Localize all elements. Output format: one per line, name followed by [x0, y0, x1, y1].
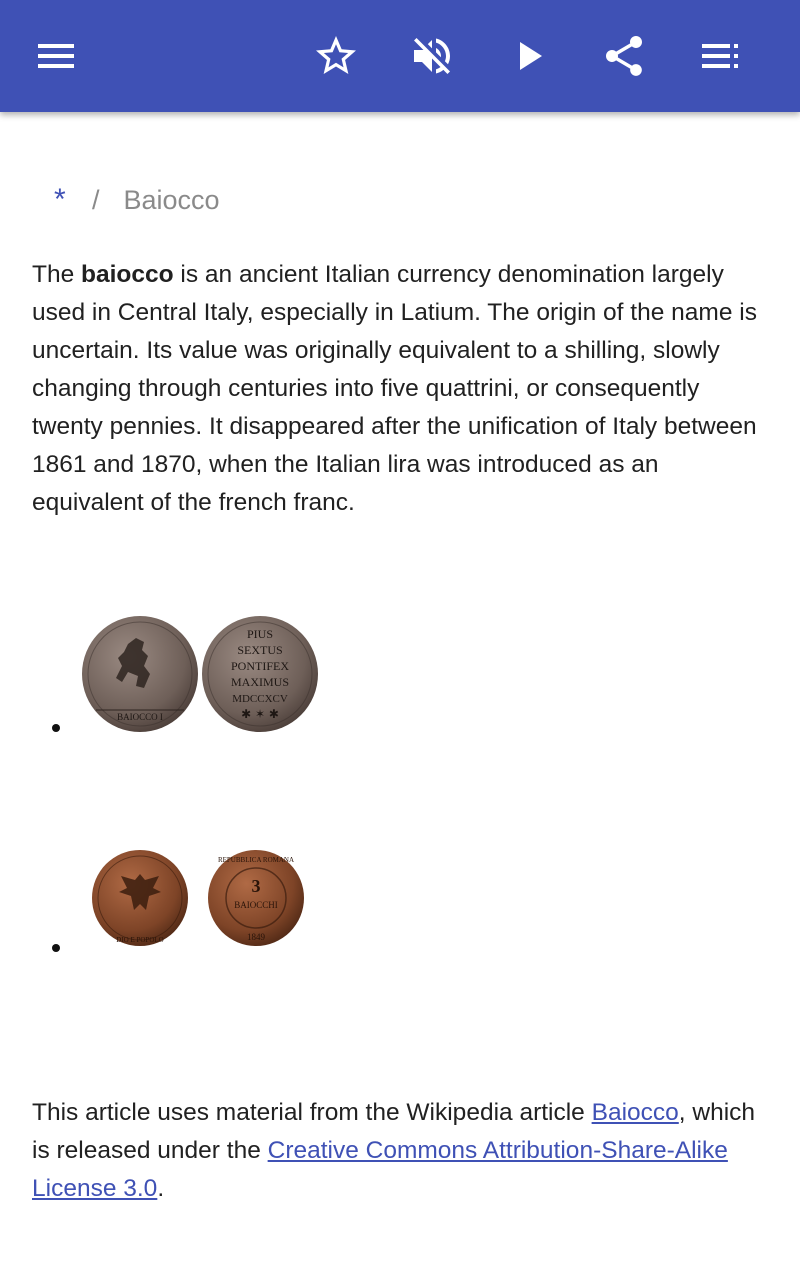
- menu-icon: [32, 32, 80, 80]
- star-outline-icon: [312, 32, 360, 80]
- volume-off-icon: [408, 32, 456, 80]
- list-bullet: [52, 944, 60, 952]
- attribution-middle: , which is released under the: [32, 1099, 756, 1164]
- article-text-after: is an ancient Italian currency denomination largely used in Central Italy, especially in Latium. The origin of the name is uncertain. Its value was originally equivalent to a shilling, slowly changing through centuries into five quattrini, or consequently twenty pennies. It disappeared after the unification of Italy between 1861 and 1870, when the Italian lira was introduced as an equivalent of the french franc.: [32, 261, 757, 516]
- coin-photo: [88, 848, 308, 948]
- coin-reverse-value: 3: [251, 876, 261, 896]
- coin-obverse-text: DIO E POPOLO: [116, 936, 164, 944]
- favorite-button[interactable]: [308, 28, 364, 84]
- list-bullet: [52, 724, 60, 732]
- license-link[interactable]: Creative Commons Attribution-Share-Alike License 3.0: [32, 1137, 728, 1202]
- coin-obverse-bottom-text: BAIOCCO I: [117, 712, 163, 722]
- share-button[interactable]: [596, 28, 652, 84]
- article-paragraph: [32, 256, 772, 522]
- svg-text:✱ ✶ ✱: ✱ ✶ ✱: [241, 707, 279, 721]
- coin-reverse-ring-text: REPUBBLICA ROMANA: [217, 856, 295, 864]
- coin-reverse-line-4: MAXIMUS: [230, 675, 290, 689]
- attribution-suffix: .: [157, 1175, 165, 1202]
- breadcrumb: [54, 180, 220, 220]
- coin-reverse-line-5: MDCCXCV: [232, 693, 288, 705]
- app-bar: [0, 0, 800, 112]
- article-text-before: The: [32, 261, 82, 288]
- coin-reverse-line-3: PONTIFEX: [230, 659, 290, 673]
- play-button[interactable]: [500, 28, 556, 84]
- share-icon: [600, 32, 648, 80]
- coin-reverse-unit: BAIOCCHI: [234, 900, 278, 910]
- breadcrumb-separator: /: [92, 184, 100, 215]
- play-icon: [504, 32, 552, 80]
- playlist-icon: [696, 32, 744, 80]
- menu-button[interactable]: [28, 28, 84, 84]
- coin-image-3-baiocchi-1849[interactable]: [88, 848, 308, 948]
- attribution-prefix: This article uses material from the Wikipedia article: [32, 1099, 592, 1126]
- breadcrumb-current: Baiocco: [123, 184, 220, 215]
- coin-image-baiocco-1795[interactable]: [80, 614, 320, 734]
- mute-button[interactable]: [404, 28, 460, 84]
- attribution-text: [32, 1094, 772, 1208]
- coin-reverse-line-2: SEXTUS: [237, 643, 283, 657]
- coin-reverse-line-1: PIUS: [246, 627, 274, 641]
- wikipedia-article-link[interactable]: Baiocco: [591, 1099, 679, 1126]
- breadcrumb-root-link[interactable]: *: [54, 183, 66, 216]
- article-bold-term: baiocco: [81, 261, 174, 288]
- coin-reverse-year: 1849: [247, 932, 265, 942]
- coin-photo: [80, 614, 320, 734]
- contents-button[interactable]: [692, 28, 748, 84]
